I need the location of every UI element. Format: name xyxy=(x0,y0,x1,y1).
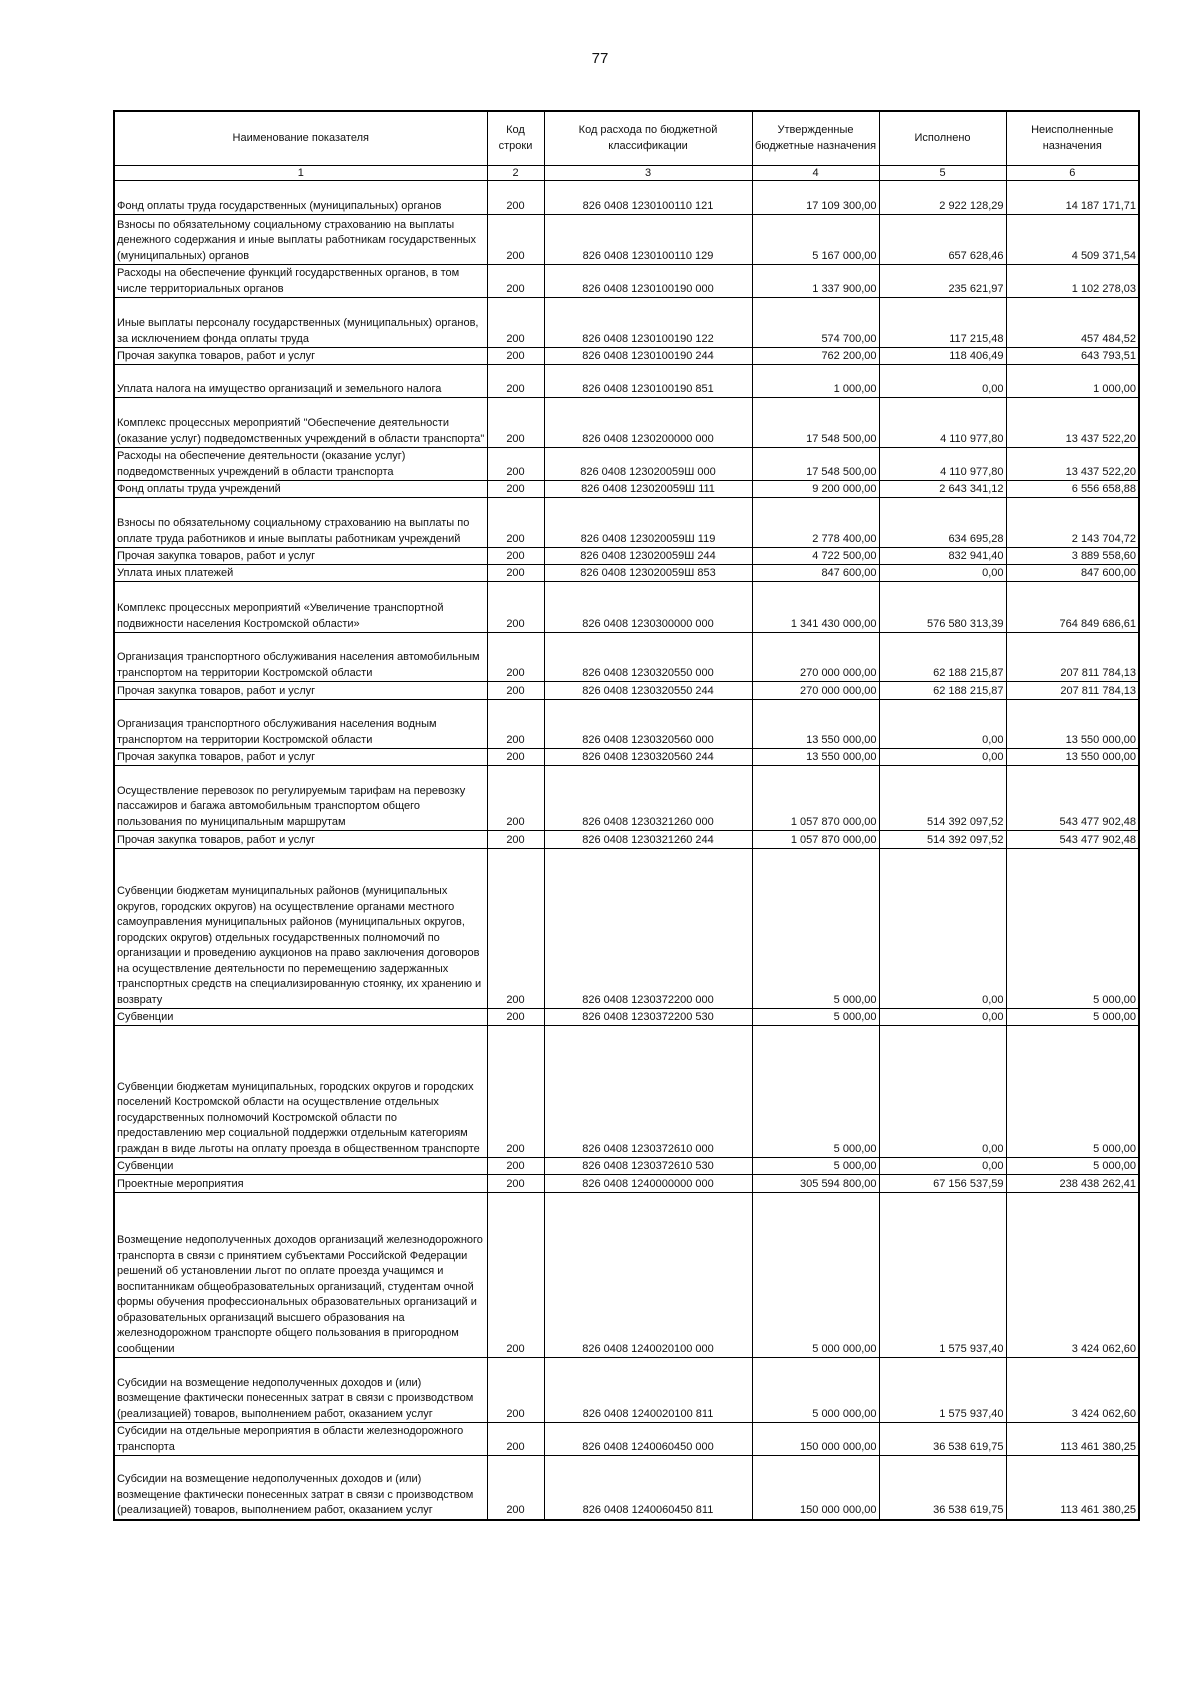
row-unexecuted-cell: 13 437 522,20 xyxy=(1006,398,1139,448)
row-approved-cell: 305 594 800,00 xyxy=(752,1175,879,1193)
row-class-code-cell: 826 0408 1230372610 000 xyxy=(544,1026,752,1158)
row-code-cell: 200 xyxy=(487,1026,544,1158)
table-row xyxy=(114,749,1139,766)
row-unexecuted-cell: 5 000,00 xyxy=(1006,1158,1139,1175)
row-class-code-cell: 826 0408 123020059Ш 000 xyxy=(544,448,752,481)
row-unexecuted-cell: 238 438 262,41 xyxy=(1006,1175,1139,1193)
row-code-cell: 200 xyxy=(487,682,544,700)
row-code-cell: 200 xyxy=(487,1423,544,1456)
table-row xyxy=(114,348,1139,365)
row-approved-cell: 5 000,00 xyxy=(752,1158,879,1175)
row-class-code-cell: 826 0408 1230320560 000 xyxy=(544,700,752,749)
row-executed-cell: 514 392 097,52 xyxy=(879,831,1006,849)
table-row xyxy=(114,700,1139,749)
row-unexecuted-cell: 207 811 784,13 xyxy=(1006,633,1139,682)
table-row xyxy=(114,1456,1139,1520)
row-code-cell: 200 xyxy=(487,749,544,766)
table-body xyxy=(114,181,1139,1520)
row-code-cell: 200 xyxy=(487,831,544,849)
row-name-cell: Субвенции xyxy=(114,1158,487,1175)
row-class-code-cell: 826 0408 1230200000 000 xyxy=(544,398,752,448)
row-unexecuted-cell: 764 849 686,61 xyxy=(1006,582,1139,633)
header-unexecuted: Неисполненные назначения xyxy=(1006,111,1139,166)
table-row xyxy=(114,448,1139,481)
row-unexecuted-cell: 13 437 522,20 xyxy=(1006,448,1139,481)
column-number-row xyxy=(114,166,1139,181)
row-executed-cell: 0,00 xyxy=(879,1158,1006,1175)
row-unexecuted-cell: 3 424 062,60 xyxy=(1006,1193,1139,1358)
row-executed-cell: 1 575 937,40 xyxy=(879,1193,1006,1358)
column-number: 4 xyxy=(752,166,879,181)
row-name-cell: Уплата налога на имущество организаций и земельного налога xyxy=(114,365,487,398)
row-unexecuted-cell: 14 187 171,71 xyxy=(1006,181,1139,215)
row-approved-cell: 847 600,00 xyxy=(752,565,879,582)
row-code-cell: 200 xyxy=(487,181,544,215)
table-row xyxy=(114,181,1139,215)
row-name-cell: Возмещение недополученных доходов организаций железнодорожного транспорта в связи с принятием субъектами Российской Федерации решений об установлении льгот по оплате проезда учащимся и воспитанникам общеобразовательных организаций, студентам очной формы обучения профессиональных образовательных организаций и образовательных организаций высшего образования на железнодорожном транспорте общего пользования в пригородном сообщении xyxy=(114,1193,487,1358)
row-approved-cell: 2 778 400,00 xyxy=(752,498,879,548)
row-code-cell: 200 xyxy=(487,1009,544,1026)
table-row xyxy=(114,831,1139,849)
table-row xyxy=(114,766,1139,831)
row-code-cell: 200 xyxy=(487,348,544,365)
row-class-code-cell: 826 0408 1230100110 121 xyxy=(544,181,752,215)
row-name-cell: Взносы по обязательному социальному страхованию на выплаты по оплате труда работников и иные выплаты работникам учреждений xyxy=(114,498,487,548)
row-executed-cell: 0,00 xyxy=(879,565,1006,582)
row-unexecuted-cell: 3 424 062,60 xyxy=(1006,1358,1139,1423)
row-code-cell: 200 xyxy=(487,633,544,682)
row-name-cell: Взносы по обязательному социальному страхованию на выплаты денежного содержания и иные выплаты работникам государственных (муниципальных) органов xyxy=(114,215,487,265)
row-class-code-cell: 826 0408 1230372610 530 xyxy=(544,1158,752,1175)
row-unexecuted-cell: 643 793,51 xyxy=(1006,348,1139,365)
column-number: 2 xyxy=(487,166,544,181)
header-row-code: Код строки xyxy=(487,111,544,166)
header-executed: Исполнено xyxy=(879,111,1006,166)
row-executed-cell: 4 110 977,80 xyxy=(879,448,1006,481)
row-approved-cell: 1 341 430 000,00 xyxy=(752,582,879,633)
row-executed-cell: 2 643 341,12 xyxy=(879,481,1006,498)
row-unexecuted-cell: 2 143 704,72 xyxy=(1006,498,1139,548)
row-class-code-cell: 826 0408 1230100190 244 xyxy=(544,348,752,365)
row-executed-cell: 0,00 xyxy=(879,1026,1006,1158)
table-row xyxy=(114,1026,1139,1158)
header-class-code: Код расхода по бюджетной классификации xyxy=(544,111,752,166)
row-name-cell: Расходы на обеспечение функций государственных органов, в том числе территориальных органов xyxy=(114,265,487,298)
column-number: 3 xyxy=(544,166,752,181)
table-row xyxy=(114,633,1139,682)
row-approved-cell: 13 550 000,00 xyxy=(752,749,879,766)
row-class-code-cell: 826 0408 123020059Ш 119 xyxy=(544,498,752,548)
row-class-code-cell: 826 0408 1230321260 000 xyxy=(544,766,752,831)
row-code-cell: 200 xyxy=(487,1175,544,1193)
row-class-code-cell: 826 0408 123020059Ш 244 xyxy=(544,548,752,565)
row-name-cell: Комплекс процессных мероприятий «Увеличение транспортной подвижности населения Костромской области» xyxy=(114,582,487,633)
row-class-code-cell: 826 0408 123020059Ш 111 xyxy=(544,481,752,498)
table-row xyxy=(114,1193,1139,1358)
row-unexecuted-cell: 543 477 902,48 xyxy=(1006,831,1139,849)
row-approved-cell: 150 000 000,00 xyxy=(752,1456,879,1520)
table-row xyxy=(114,548,1139,565)
row-approved-cell: 270 000 000,00 xyxy=(752,682,879,700)
row-name-cell: Иные выплаты персоналу государственных (муниципальных) органов, за исключением фонда оплаты труда xyxy=(114,298,487,348)
row-executed-cell: 1 575 937,40 xyxy=(879,1358,1006,1423)
row-class-code-cell: 826 0408 1230320560 244 xyxy=(544,749,752,766)
row-name-cell: Субсидии на возмещение недополученных доходов и (или) возмещение фактически понесенных затрат в связи с производством (реализацией) товаров, выполнением работ, оказанием услуг xyxy=(114,1358,487,1423)
row-name-cell: Прочая закупка товаров, работ и услуг xyxy=(114,348,487,365)
row-approved-cell: 17 548 500,00 xyxy=(752,448,879,481)
row-executed-cell: 117 215,48 xyxy=(879,298,1006,348)
column-number: 6 xyxy=(1006,166,1139,181)
page-number: 77 xyxy=(591,50,609,67)
row-name-cell: Субсидии на возмещение недополученных доходов и (или) возмещение фактически понесенных затрат в связи с производством (реализацией) товаров, выполнением работ, оказанием услуг xyxy=(114,1456,487,1520)
row-code-cell: 200 xyxy=(487,265,544,298)
row-class-code-cell: 826 0408 1240020100 000 xyxy=(544,1193,752,1358)
row-executed-cell: 0,00 xyxy=(879,849,1006,1009)
row-code-cell: 200 xyxy=(487,481,544,498)
row-code-cell: 200 xyxy=(487,365,544,398)
table-row xyxy=(114,1158,1139,1175)
row-executed-cell: 67 156 537,59 xyxy=(879,1175,1006,1193)
row-unexecuted-cell: 113 461 380,25 xyxy=(1006,1423,1139,1456)
row-code-cell: 200 xyxy=(487,565,544,582)
row-unexecuted-cell: 6 556 658,88 xyxy=(1006,481,1139,498)
table-row xyxy=(114,365,1139,398)
row-approved-cell: 1 337 900,00 xyxy=(752,265,879,298)
row-executed-cell: 657 628,46 xyxy=(879,215,1006,265)
row-approved-cell: 5 000 000,00 xyxy=(752,1193,879,1358)
row-unexecuted-cell: 457 484,52 xyxy=(1006,298,1139,348)
row-code-cell: 200 xyxy=(487,1456,544,1520)
row-approved-cell: 17 548 500,00 xyxy=(752,398,879,448)
column-number: 1 xyxy=(114,166,487,181)
row-code-cell: 200 xyxy=(487,498,544,548)
row-approved-cell: 9 200 000,00 xyxy=(752,481,879,498)
row-name-cell: Уплата иных платежей xyxy=(114,565,487,582)
row-class-code-cell: 826 0408 1230320550 000 xyxy=(544,633,752,682)
row-approved-cell: 270 000 000,00 xyxy=(752,633,879,682)
row-unexecuted-cell: 5 000,00 xyxy=(1006,849,1139,1009)
row-executed-cell: 2 922 128,29 xyxy=(879,181,1006,215)
budget-execution-table xyxy=(113,110,1140,1521)
column-number: 5 xyxy=(879,166,1006,181)
row-class-code-cell: 826 0408 1240020100 811 xyxy=(544,1358,752,1423)
row-name-cell: Комплекс процессных мероприятий "Обеспечение деятельности (оказание услуг) подведомственных учреждений в области транспорта" xyxy=(114,398,487,448)
row-name-cell: Проектные мероприятия xyxy=(114,1175,487,1193)
table-row xyxy=(114,498,1139,548)
row-code-cell: 200 xyxy=(487,1193,544,1358)
row-name-cell: Субвенции xyxy=(114,1009,487,1026)
header-approved: Утвержденные бюджетные назначения xyxy=(752,111,879,166)
row-class-code-cell: 826 0408 1230100190 000 xyxy=(544,265,752,298)
row-class-code-cell: 826 0408 1230372200 000 xyxy=(544,849,752,1009)
header-name: Наименование показателя xyxy=(114,111,487,166)
row-class-code-cell: 826 0408 1240000000 000 xyxy=(544,1175,752,1193)
row-executed-cell: 0,00 xyxy=(879,1009,1006,1026)
row-executed-cell: 0,00 xyxy=(879,749,1006,766)
row-code-cell: 200 xyxy=(487,582,544,633)
table-row xyxy=(114,1009,1139,1026)
row-unexecuted-cell: 13 550 000,00 xyxy=(1006,749,1139,766)
table-header-row xyxy=(114,111,1139,166)
row-code-cell: 200 xyxy=(487,448,544,481)
table-row xyxy=(114,1175,1139,1193)
row-executed-cell: 62 188 215,87 xyxy=(879,633,1006,682)
row-class-code-cell: 826 0408 1230100190 122 xyxy=(544,298,752,348)
row-unexecuted-cell: 1 000,00 xyxy=(1006,365,1139,398)
row-approved-cell: 5 000,00 xyxy=(752,849,879,1009)
row-class-code-cell: 826 0408 1230321260 244 xyxy=(544,831,752,849)
row-class-code-cell: 826 0408 1230320550 244 xyxy=(544,682,752,700)
row-unexecuted-cell: 13 550 000,00 xyxy=(1006,700,1139,749)
row-unexecuted-cell: 5 000,00 xyxy=(1006,1026,1139,1158)
row-executed-cell: 118 406,49 xyxy=(879,348,1006,365)
row-unexecuted-cell: 1 102 278,03 xyxy=(1006,265,1139,298)
row-approved-cell: 4 722 500,00 xyxy=(752,548,879,565)
row-executed-cell: 4 110 977,80 xyxy=(879,398,1006,448)
row-unexecuted-cell: 113 461 380,25 xyxy=(1006,1456,1139,1520)
row-name-cell: Прочая закупка товаров, работ и услуг xyxy=(114,682,487,700)
row-approved-cell: 5 000 000,00 xyxy=(752,1358,879,1423)
row-name-cell: Прочая закупка товаров, работ и услуг xyxy=(114,831,487,849)
row-executed-cell: 36 538 619,75 xyxy=(879,1456,1006,1520)
row-name-cell: Прочая закупка товаров, работ и услуг xyxy=(114,548,487,565)
row-name-cell: Организация транспортного обслуживания населения водным транспортом на территории Костромской области xyxy=(114,700,487,749)
row-unexecuted-cell: 543 477 902,48 xyxy=(1006,766,1139,831)
row-name-cell: Организация транспортного обслуживания населения автомобильным транспортом на территории Костромской области xyxy=(114,633,487,682)
table-row xyxy=(114,1358,1139,1423)
table-row xyxy=(114,398,1139,448)
row-class-code-cell: 826 0408 123020059Ш 853 xyxy=(544,565,752,582)
row-class-code-cell: 826 0408 1230100110 129 xyxy=(544,215,752,265)
table-row xyxy=(114,849,1139,1009)
row-approved-cell: 1 057 870 000,00 xyxy=(752,831,879,849)
table-row xyxy=(114,215,1139,265)
row-executed-cell: 235 621,97 xyxy=(879,265,1006,298)
row-executed-cell: 0,00 xyxy=(879,700,1006,749)
row-executed-cell: 576 580 313,39 xyxy=(879,582,1006,633)
row-code-cell: 200 xyxy=(487,548,544,565)
table-row xyxy=(114,682,1139,700)
table-row xyxy=(114,481,1139,498)
row-code-cell: 200 xyxy=(487,700,544,749)
row-class-code-cell: 826 0408 1240060450 811 xyxy=(544,1456,752,1520)
row-name-cell: Осуществление перевозок по регулируемым тарифам на перевозку пассажиров и багажа автомобильным транспортом общего пользования по муниципальным маршрутам xyxy=(114,766,487,831)
row-name-cell: Фонд оплаты труда учреждений xyxy=(114,481,487,498)
row-code-cell: 200 xyxy=(487,766,544,831)
row-approved-cell: 5 000,00 xyxy=(752,1026,879,1158)
row-unexecuted-cell: 4 509 371,54 xyxy=(1006,215,1139,265)
row-code-cell: 200 xyxy=(487,298,544,348)
row-name-cell: Субвенции бюджетам муниципальных районов (муниципальных округов, городских округов) на осуществление органами местного самоуправления муниципальных районов (муниципальных округов, городских округов) отдельных государственных полномочий по организации и проведению аукционов на право заключения договоров на осуществление деятельности по перемещению задержанных транспортных средств на специализированную стоянку, их хранению и возврату xyxy=(114,849,487,1009)
row-code-cell: 200 xyxy=(487,1358,544,1423)
row-approved-cell: 5 000,00 xyxy=(752,1009,879,1026)
row-executed-cell: 0,00 xyxy=(879,365,1006,398)
row-approved-cell: 5 167 000,00 xyxy=(752,215,879,265)
row-name-cell: Субвенции бюджетам муниципальных, городских округов и городских поселений Костромской области на осуществление отдельных государственных полномочий Костромской области по предоставлению мер социальной поддержки отдельным категориям граждан в виде льготы на оплату проезда в общественном транспорте xyxy=(114,1026,487,1158)
row-name-cell: Субсидии на отдельные мероприятия в области железнодорожного транспорта xyxy=(114,1423,487,1456)
row-approved-cell: 574 700,00 xyxy=(752,298,879,348)
row-class-code-cell: 826 0408 1230300000 000 xyxy=(544,582,752,633)
row-name-cell: Расходы на обеспечение деятельности (оказание услуг) подведомственных учреждений в области транспорта xyxy=(114,448,487,481)
row-unexecuted-cell: 847 600,00 xyxy=(1006,565,1139,582)
row-executed-cell: 832 941,40 xyxy=(879,548,1006,565)
row-approved-cell: 17 109 300,00 xyxy=(752,181,879,215)
row-unexecuted-cell: 5 000,00 xyxy=(1006,1009,1139,1026)
row-unexecuted-cell: 3 889 558,60 xyxy=(1006,548,1139,565)
row-class-code-cell: 826 0408 1240060450 000 xyxy=(544,1423,752,1456)
row-executed-cell: 62 188 215,87 xyxy=(879,682,1006,700)
row-name-cell: Фонд оплаты труда государственных (муниципальных) органов xyxy=(114,181,487,215)
row-executed-cell: 36 538 619,75 xyxy=(879,1423,1006,1456)
table-row xyxy=(114,298,1139,348)
row-approved-cell: 1 000,00 xyxy=(752,365,879,398)
row-code-cell: 200 xyxy=(487,398,544,448)
table-row xyxy=(114,582,1139,633)
row-executed-cell: 514 392 097,52 xyxy=(879,766,1006,831)
row-class-code-cell: 826 0408 1230100190 851 xyxy=(544,365,752,398)
row-name-cell: Прочая закупка товаров, работ и услуг xyxy=(114,749,487,766)
row-executed-cell: 634 695,28 xyxy=(879,498,1006,548)
row-class-code-cell: 826 0408 1230372200 530 xyxy=(544,1009,752,1026)
row-approved-cell: 1 057 870 000,00 xyxy=(752,766,879,831)
row-unexecuted-cell: 207 811 784,13 xyxy=(1006,682,1139,700)
row-code-cell: 200 xyxy=(487,1158,544,1175)
row-code-cell: 200 xyxy=(487,849,544,1009)
table-row xyxy=(114,1423,1139,1456)
table-row xyxy=(114,265,1139,298)
table-row xyxy=(114,565,1139,582)
row-approved-cell: 762 200,00 xyxy=(752,348,879,365)
row-approved-cell: 150 000 000,00 xyxy=(752,1423,879,1456)
row-approved-cell: 13 550 000,00 xyxy=(752,700,879,749)
row-code-cell: 200 xyxy=(487,215,544,265)
